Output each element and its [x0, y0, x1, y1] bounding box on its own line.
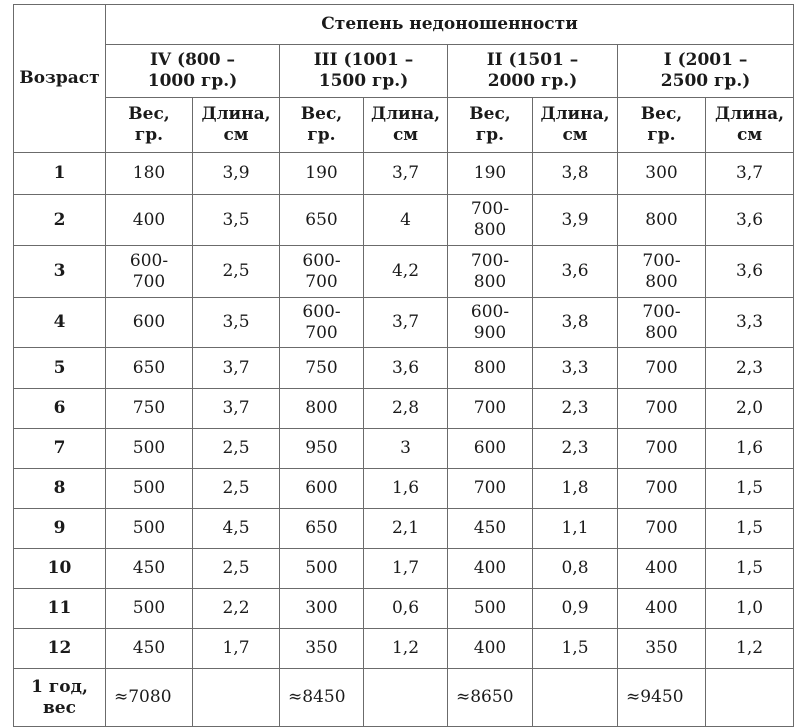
length-subheader: Длина, см — [533, 98, 618, 153]
weight-cell: 400 — [448, 549, 533, 589]
weight-subheader: Вес, гр. — [448, 98, 533, 153]
degree-header: I (2001 – 2500 гр.) — [618, 45, 794, 98]
table-row — [14, 509, 794, 549]
age-cell: 4 — [14, 298, 106, 348]
weight-cell: 600 — [106, 298, 193, 348]
length-cell: 2,5 — [193, 549, 280, 589]
length-cell: 4 — [364, 195, 448, 246]
weight-cell: 450 — [106, 549, 193, 589]
weight-cell: 300 — [280, 589, 364, 629]
length-cell: 2,5 — [193, 246, 280, 298]
length-subheader: Длина, см — [193, 98, 280, 153]
length-cell: 0,6 — [364, 589, 448, 629]
table-row — [14, 153, 794, 195]
length-cell: 2,3 — [706, 348, 794, 389]
weight-cell: 190 — [280, 153, 364, 195]
length-cell: 3,5 — [193, 298, 280, 348]
year-weight-cell — [364, 669, 448, 727]
length-cell: 1,2 — [364, 629, 448, 669]
degree-header: II (1501 – 2000 гр.) — [448, 45, 618, 98]
age-cell: 7 — [14, 429, 106, 469]
prematurity-table — [13, 4, 794, 727]
length-cell: 1,7 — [364, 549, 448, 589]
age-cell: 2 — [14, 195, 106, 246]
length-cell: 1,7 — [193, 629, 280, 669]
length-cell: 3,3 — [533, 348, 618, 389]
weight-cell: 650 — [280, 509, 364, 549]
year-row — [14, 669, 794, 727]
length-cell: 1,6 — [364, 469, 448, 509]
weight-cell: 600- 700 — [106, 246, 193, 298]
length-subheader: Длина, см — [364, 98, 448, 153]
year-weight-cell: ≈7080 — [106, 669, 193, 727]
weight-cell: 800 — [618, 195, 706, 246]
length-cell: 3,6 — [706, 246, 794, 298]
weight-cell: 650 — [106, 348, 193, 389]
weight-cell: 500 — [106, 509, 193, 549]
age-cell: 11 — [14, 589, 106, 629]
weight-cell: 700- 800 — [618, 246, 706, 298]
weight-cell: 400 — [448, 629, 533, 669]
table-row — [14, 589, 794, 629]
weight-cell: 600 — [448, 429, 533, 469]
weight-cell: 700- 800 — [448, 246, 533, 298]
weight-cell: 400 — [106, 195, 193, 246]
age-header: Возраст — [14, 5, 106, 153]
length-cell: 2,1 — [364, 509, 448, 549]
length-cell: 3,6 — [533, 246, 618, 298]
length-cell: 2,0 — [706, 389, 794, 429]
length-cell: 1,5 — [706, 469, 794, 509]
length-cell: 1,2 — [706, 629, 794, 669]
weight-cell: 700 — [618, 348, 706, 389]
weight-cell: 700- 800 — [618, 298, 706, 348]
weight-cell: 600- 900 — [448, 298, 533, 348]
weight-cell: 950 — [280, 429, 364, 469]
weight-cell: 650 — [280, 195, 364, 246]
year-weight-cell: ≈9450 — [618, 669, 706, 727]
length-cell: 1,8 — [533, 469, 618, 509]
age-cell: 1 — [14, 153, 106, 195]
length-cell: 3,7 — [193, 389, 280, 429]
age-cell: 8 — [14, 469, 106, 509]
length-cell: 3,8 — [533, 153, 618, 195]
table-row — [14, 246, 794, 298]
weight-cell: 700- 800 — [448, 195, 533, 246]
degree-header: IV (800 – 1000 гр.) — [106, 45, 280, 98]
table-row — [14, 298, 794, 348]
table-row — [14, 348, 794, 389]
year-weight-cell — [193, 669, 280, 727]
table-row — [14, 195, 794, 246]
weight-cell: 190 — [448, 153, 533, 195]
weight-cell: 500 — [106, 469, 193, 509]
weight-cell: 800 — [280, 389, 364, 429]
weight-cell: 700 — [448, 389, 533, 429]
weight-cell: 350 — [618, 629, 706, 669]
weight-cell: 700 — [618, 509, 706, 549]
age-cell: 6 — [14, 389, 106, 429]
weight-subheader: Вес, гр. — [280, 98, 364, 153]
length-cell: 1,5 — [706, 509, 794, 549]
length-cell: 2,5 — [193, 429, 280, 469]
weight-cell: 500 — [106, 589, 193, 629]
age-cell: 5 — [14, 348, 106, 389]
length-cell: 3 — [364, 429, 448, 469]
age-cell: 9 — [14, 509, 106, 549]
weight-cell: 600 — [280, 469, 364, 509]
age-cell: 3 — [14, 246, 106, 298]
length-cell: 2,3 — [533, 429, 618, 469]
table-row — [14, 469, 794, 509]
weight-cell: 500 — [280, 549, 364, 589]
table-row — [14, 549, 794, 589]
weight-subheader: Вес, гр. — [106, 98, 193, 153]
weight-cell: 180 — [106, 153, 193, 195]
length-cell: 3,7 — [364, 153, 448, 195]
length-cell: 3,9 — [533, 195, 618, 246]
weight-cell: 450 — [106, 629, 193, 669]
length-cell: 4,2 — [364, 246, 448, 298]
year-label: 1 год, вес — [14, 669, 106, 727]
length-subheader: Длина, см — [706, 98, 794, 153]
length-cell: 0,8 — [533, 549, 618, 589]
weight-cell: 500 — [448, 589, 533, 629]
length-cell: 3,9 — [193, 153, 280, 195]
weight-cell: 750 — [106, 389, 193, 429]
age-cell: 10 — [14, 549, 106, 589]
length-cell: 2,5 — [193, 469, 280, 509]
year-weight-cell — [533, 669, 618, 727]
weight-cell: 400 — [618, 549, 706, 589]
year-weight-cell — [706, 669, 794, 727]
length-cell: 3,7 — [193, 348, 280, 389]
weight-cell: 500 — [106, 429, 193, 469]
length-cell: 3,7 — [706, 153, 794, 195]
length-cell: 1,1 — [533, 509, 618, 549]
weight-cell: 600- 700 — [280, 298, 364, 348]
length-cell: 1,5 — [706, 549, 794, 589]
length-cell: 3,8 — [533, 298, 618, 348]
length-cell: 1,0 — [706, 589, 794, 629]
weight-cell: 700 — [618, 469, 706, 509]
length-cell: 3,5 — [193, 195, 280, 246]
age-cell: 12 — [14, 629, 106, 669]
weight-subheader: Вес, гр. — [618, 98, 706, 153]
table-row — [14, 429, 794, 469]
weight-cell: 700 — [448, 469, 533, 509]
year-weight-cell: ≈8450 — [280, 669, 364, 727]
weight-cell: 700 — [618, 389, 706, 429]
weight-cell: 600- 700 — [280, 246, 364, 298]
degree-header: III (1001 – 1500 гр.) — [280, 45, 448, 98]
length-cell: 2,3 — [533, 389, 618, 429]
weight-cell: 300 — [618, 153, 706, 195]
weight-cell: 350 — [280, 629, 364, 669]
weight-cell: 700 — [618, 429, 706, 469]
length-cell: 2,8 — [364, 389, 448, 429]
length-cell: 3,6 — [706, 195, 794, 246]
length-cell: 1,6 — [706, 429, 794, 469]
weight-cell: 400 — [618, 589, 706, 629]
length-cell: 2,2 — [193, 589, 280, 629]
group-header: Степень недоношенности — [106, 5, 794, 45]
length-cell: 3,3 — [706, 298, 794, 348]
length-cell: 3,7 — [364, 298, 448, 348]
table-row — [14, 389, 794, 429]
weight-cell: 800 — [448, 348, 533, 389]
table-row — [14, 629, 794, 669]
year-weight-cell: ≈8650 — [448, 669, 533, 727]
length-cell: 0,9 — [533, 589, 618, 629]
weight-cell: 750 — [280, 348, 364, 389]
length-cell: 4,5 — [193, 509, 280, 549]
length-cell: 1,5 — [533, 629, 618, 669]
length-cell: 3,6 — [364, 348, 448, 389]
weight-cell: 450 — [448, 509, 533, 549]
